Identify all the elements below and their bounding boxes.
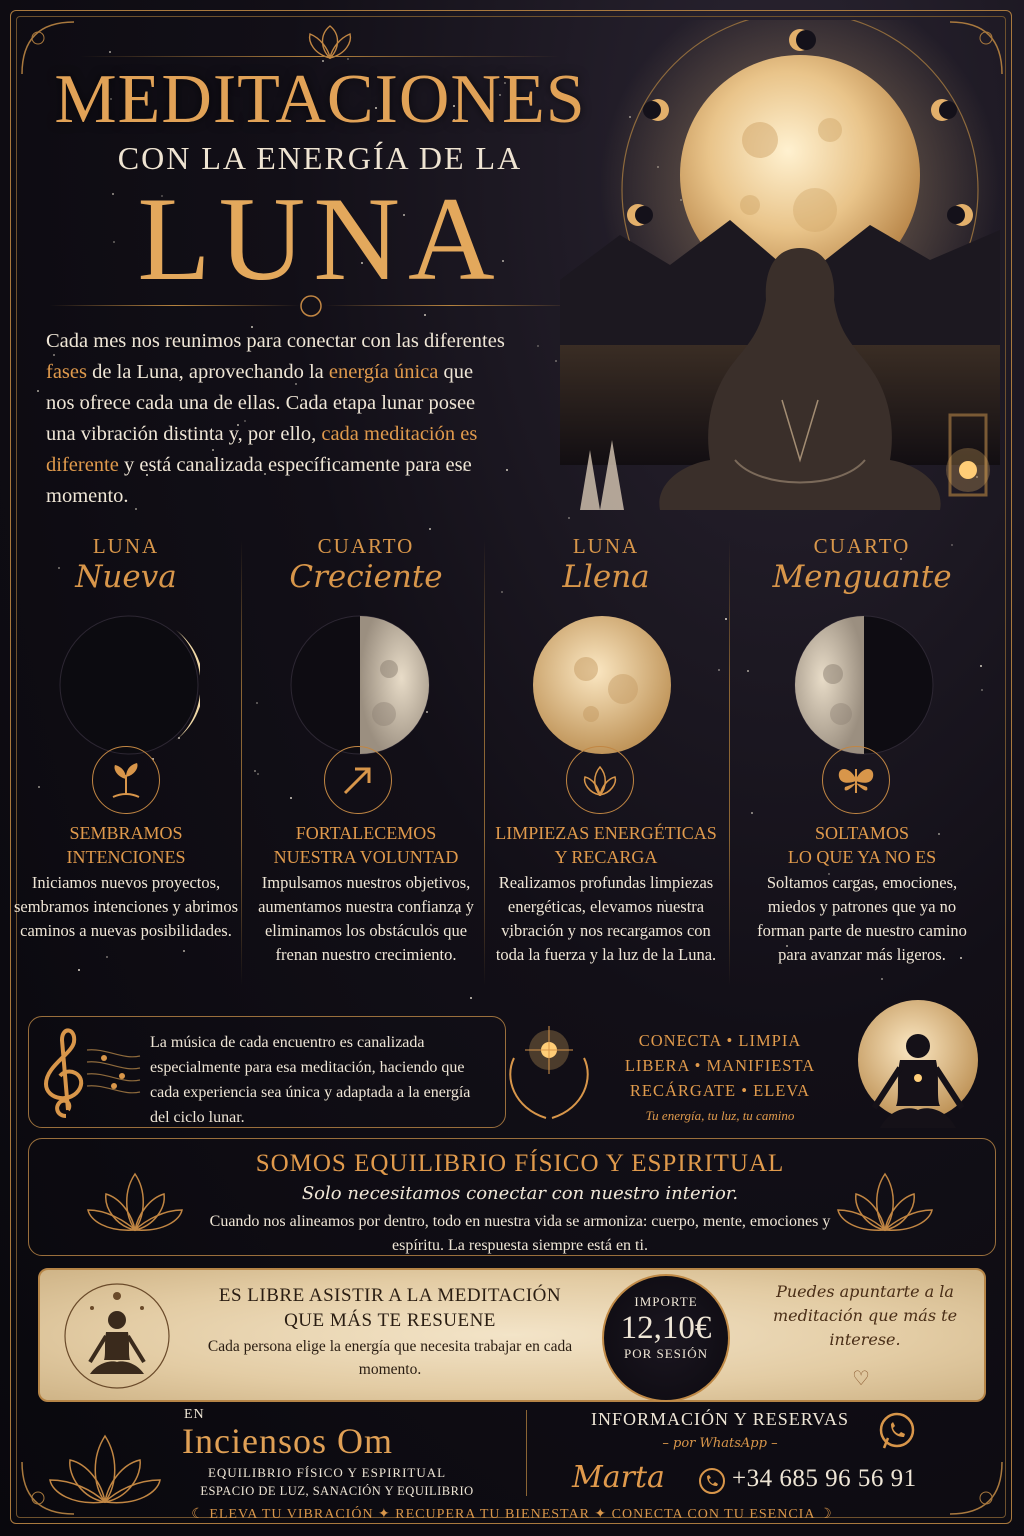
hero-illustration xyxy=(560,20,1000,540)
column-separator xyxy=(484,540,485,985)
price-value: 12,10€ xyxy=(620,1310,712,1346)
phase-cuarto-menguante xyxy=(742,534,982,595)
phase-heading: LIMPIEZAS ENERGÉTICAS Y RECARGA xyxy=(495,823,717,867)
whatsapp-icon[interactable] xyxy=(876,1410,918,1452)
heart-icon: ♡ xyxy=(852,1366,870,1390)
brand-tagline: ESPACIO DE LUZ, SANACIÓN Y EQUILIBRIO xyxy=(200,1484,474,1498)
balance-subtitle: Solo necesitamos conectar con nuestro interior. xyxy=(301,1183,739,1204)
title-luna: LUNA xyxy=(137,172,503,305)
butterfly-icon xyxy=(822,746,890,814)
footer-en: EN xyxy=(184,1407,205,1422)
brand-name: Inciensos Om xyxy=(182,1421,393,1461)
title-divider xyxy=(80,56,560,57)
phase-label: CUARTO xyxy=(317,534,415,558)
free-title: ES LIBRE ASISTIR A LA MEDITACIÓN QUE MÁS TE RESUENE xyxy=(218,1285,562,1331)
brand-subtitle: EQUILIBRIO FÍSICO Y ESPIRITUAL xyxy=(207,1465,447,1480)
title-divider-right xyxy=(325,305,575,306)
star xyxy=(429,528,431,530)
footer-lotus-icon xyxy=(40,1410,170,1510)
phase-luna-llena xyxy=(486,534,726,595)
phase-script: Creciente xyxy=(289,559,443,595)
first-quarter-moon-image xyxy=(289,614,431,756)
new-moon-image xyxy=(58,614,200,756)
phase-script: Llena xyxy=(562,559,650,595)
info-whatsapp: – por WhatsApp – xyxy=(662,1436,778,1451)
price-label-bottom: POR SESIÓN xyxy=(623,1346,709,1361)
balance-text: Cuando nos alineamos por dentro, todo en nuestra vida se armoniza: cuerpo, mente, emociones y espíritu. La respuesta siempre está en ti. xyxy=(209,1213,831,1254)
star xyxy=(981,689,983,691)
column-separator xyxy=(729,540,730,985)
phone-number[interactable]: +34 685 96 56 91 xyxy=(732,1465,917,1492)
signup-note: Puedes apuntarte a la meditación que más te interese. xyxy=(772,1282,958,1349)
phase-label: LUNA xyxy=(572,534,640,558)
star xyxy=(256,702,258,704)
phase-heading: FORTALECEMOS NUESTRA VOLUNTAD xyxy=(273,823,459,867)
meditating-figure-moon-image xyxy=(840,998,990,1138)
phase-script: Menguante xyxy=(772,559,952,595)
phase-description: Iniciamos nuevos proyectos, sembramos intenciones y abrimos caminos a nuevas posibilidades. xyxy=(13,873,239,940)
phase-luna-nueva xyxy=(6,534,246,595)
phase-cuarto-creciente xyxy=(246,534,486,595)
footer-slogans: ☾ ELEVA TU VIBRACIÓN ✦ RECUPERA TU BIENESTAR ✦ CONECTA CON TU ESENCIA ☽ xyxy=(191,1507,833,1522)
price-badge xyxy=(602,1274,730,1402)
treble-clef-icon xyxy=(32,1020,142,1126)
footer-separator xyxy=(526,1410,527,1496)
hands-light-icon xyxy=(494,1018,604,1128)
actions-list: CONECTA • LIMPIA LIBERA • MANIFIESTA RECÁRGATE • ELEVA Tu energía, tu luz, tu camino xyxy=(624,1031,816,1123)
phase-description: Impulsamos nuestros objetivos, aumentamos nuestra confianza y eliminamos los obstáculos que frenan nuestro crecimiento. xyxy=(258,873,474,964)
phase-label: LUNA xyxy=(92,534,160,558)
star xyxy=(37,390,39,392)
meditating-person-icon xyxy=(62,1278,172,1394)
phase-heading: SEMBRAMOS INTENCIONES xyxy=(66,823,186,867)
star xyxy=(506,469,508,471)
balance-title: SOMOS EQUILIBRIO FÍSICO Y ESPIRITUAL xyxy=(255,1150,785,1177)
last-quarter-moon-image xyxy=(793,614,935,756)
lotus-icon xyxy=(566,746,634,814)
phase-label: CUARTO xyxy=(813,534,911,558)
star xyxy=(109,51,111,53)
title-meditaciones: MEDITACIONES xyxy=(54,61,586,138)
title-divider-left xyxy=(50,305,300,306)
moon-circle-icon xyxy=(298,293,324,319)
whatsapp-small-icon[interactable] xyxy=(696,1466,728,1498)
full-moon-image xyxy=(531,614,673,756)
music-text: La música de cada encuentro es canalizada especialmente para esa meditación, haciendo que cada experiencia sea única y adaptada a la energía del ciclo lunar. xyxy=(150,1034,471,1126)
phase-description: Soltamos cargas, emociones, miedos y patrones que ya no forman parte de nuestro camino para avanzar más ligeros. xyxy=(757,873,967,964)
title-subline: CON LA ENERGÍA DE LA xyxy=(117,140,523,176)
star xyxy=(290,797,292,799)
star xyxy=(537,345,539,347)
contact-name: Marta xyxy=(572,1460,665,1495)
phase-description: Realizamos profundas limpiezas energéticas, elevamos nuestra vibración y nos recargamos con toda la fuerza y la luz de la Luna. xyxy=(495,873,717,964)
arrow-up-right-icon xyxy=(324,746,392,814)
info-title: INFORMACIÓN Y RESERVAS xyxy=(591,1409,849,1429)
price-label-top: IMPORTE xyxy=(634,1294,698,1309)
phase-heading: SOLTAMOS LO QUE YA NO ES xyxy=(787,823,937,867)
sprout-icon xyxy=(92,746,160,814)
star xyxy=(254,770,256,772)
intro-paragraph: Cada mes nos reunimos para conectar con las diferentes fases de la Luna, aprovechando la energía única que nos ofrece cada una de ellas. Cada etapa lunar posee una vibración distinta y, por ello, cada meditación es diferente y está canalizada específicamente para ese momento. xyxy=(46,330,505,507)
free-text: Cada persona elige la energía que necesita trabajar en cada momento. xyxy=(207,1338,573,1378)
phase-script: Nueva xyxy=(75,559,177,595)
